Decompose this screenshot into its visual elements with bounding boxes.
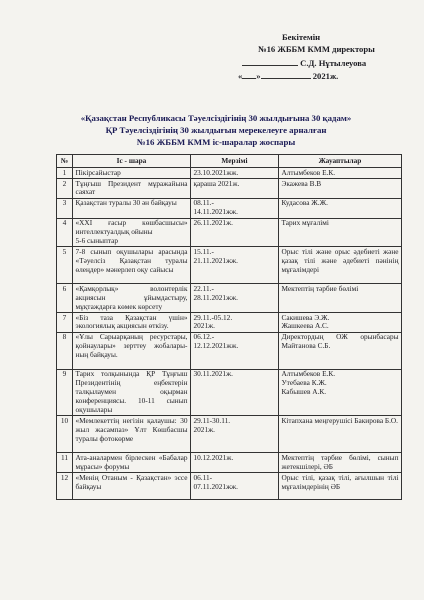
row-responsible-text: Алтымбеков Е.К. Утебаева К.Ж. Кабышев А.К.: [281, 369, 336, 397]
row-number-text: 8: [62, 332, 67, 342]
row-responsible: [279, 247, 402, 284]
row-number: [57, 284, 73, 313]
row-event: [73, 284, 191, 313]
row-event: [73, 473, 191, 500]
row-date-text: 06.11- 07.11.2021жж.: [193, 472, 238, 491]
row-event: [73, 453, 191, 473]
row-number-text: 11: [60, 452, 69, 462]
approval-block: [238, 31, 408, 83]
approval-director-name: С.Д. Нұтылеуова: [300, 57, 367, 68]
row-date-text: 10.12.2021ж.: [193, 452, 234, 462]
row-number-text: 2: [62, 178, 67, 188]
row-event: [73, 179, 191, 199]
row-responsible: [279, 313, 402, 333]
row-date: [191, 168, 279, 179]
row-event: [73, 168, 191, 179]
row-date: [191, 179, 279, 199]
row-event-text: «Мемлекеттің негізін қалаушы: 30 жыл жасампаз» Ұлт Көшбасшы туралы фотокөрме: [75, 415, 188, 443]
row-responsible: [279, 284, 402, 313]
row-responsible: [279, 168, 402, 179]
row-responsible: [279, 332, 402, 369]
table-row: [57, 369, 402, 416]
row-date-text: 15.11.- 21.11.2021жж.: [193, 246, 238, 265]
row-event-text: «Менің Отаным - Қазақстан» эссе байқауы: [75, 472, 188, 491]
row-date-text: 26.11.2021ж.: [193, 218, 233, 228]
title-line-3: №16 ЖББМ КММ іс-шаралар жоспары: [136, 136, 296, 147]
row-date: [191, 218, 279, 247]
row-responsible-text: Мектептің тәрбие бөлімі: [281, 283, 359, 293]
date-day-blank: [242, 69, 256, 79]
row-responsible: [279, 198, 402, 218]
table-header-row: [57, 155, 402, 168]
row-event-text: Қазақстан туралы 30 ән байқауы: [75, 198, 177, 208]
title-line-2: ҚР Тәуелсіздігінің 30 жылдығын мерекелеуге арналған: [105, 124, 327, 135]
row-date-text: 29.11-30.11. 2021ж.: [193, 415, 231, 434]
table-row: [57, 332, 402, 369]
row-responsible: [279, 218, 402, 247]
row-responsible: [279, 369, 402, 416]
row-date: [191, 453, 279, 473]
row-date: [191, 332, 279, 369]
row-number: [57, 198, 73, 218]
row-event: [73, 247, 191, 284]
header-date: Мерзімі: [191, 155, 279, 168]
row-date-text: 29.11.-05.12. 2021ж.: [193, 312, 233, 331]
row-number-text: 9: [62, 369, 67, 379]
row-responsible-text: Экажева В.В: [281, 178, 322, 188]
row-number-text: 10: [60, 415, 69, 425]
row-number: [57, 332, 73, 369]
row-date-text: 23.10.2021жж.: [193, 167, 239, 177]
row-responsible-text: Кудасова Ж.Ж.: [281, 198, 328, 208]
row-number: [57, 473, 73, 500]
row-number: [57, 179, 73, 199]
table-row: [57, 168, 402, 179]
header-number: №: [57, 155, 73, 168]
row-event-text: Ата-аналармен бірлескен «Бабалар мұрасы» форумы: [75, 452, 188, 471]
row-date-text: 08.11.- 14.11.2021жж.: [193, 198, 238, 217]
row-responsible: [279, 473, 402, 500]
row-responsible-text: Директордың ОЖ орынбасары Майтанова С.Б.: [281, 332, 399, 351]
row-date: [191, 416, 279, 453]
row-number: [57, 416, 73, 453]
row-number: [57, 218, 73, 247]
row-date: [191, 313, 279, 333]
header-responsible: Жауаптылар: [279, 155, 402, 168]
row-number-text: 6: [62, 283, 67, 293]
row-event: [73, 369, 191, 416]
header-event: Іс - шара: [73, 155, 191, 168]
row-event-text: «Қамқорлық» волонтерлік акциясын ұйымдастыру, мұқтаждарға көмек көрсету: [75, 283, 188, 311]
document-title: [40, 113, 392, 148]
row-event-text: «Біз таза Қазақстан үшін» экологиялық акциясын өткізу.: [75, 312, 188, 331]
row-responsible-text: Тарих мұғалімі: [281, 218, 329, 228]
row-date: [191, 198, 279, 218]
table-row: [57, 247, 402, 284]
row-number-text: 5: [62, 246, 67, 256]
row-number: [57, 453, 73, 473]
table-row: [57, 218, 402, 247]
approval-heading: Бекітемін: [282, 32, 321, 42]
title-line-1: «Қазақстан Республикасы Тәуелсіздігінің 30 жылдығына 30 қадам»: [80, 113, 352, 123]
table-row: [57, 313, 402, 333]
row-event-text: Тарих толқынында ҚР Тұңғыш Президентінің еңбектерін талқылаумен оқырман конференциясы. 10-11 сынып оқушылары: [75, 369, 188, 414]
row-event-text: Тұңғыш Президент мұражайына саяхат: [75, 178, 188, 197]
row-date: [191, 473, 279, 500]
row-date: [191, 369, 279, 416]
table-row: [57, 198, 402, 218]
row-event-text: «ХХІ ғасыр көшбасшысы» интеллектуалдық ойыны 5-6 сыныптар: [75, 218, 188, 245]
table-row: [57, 473, 402, 500]
table-row: [57, 284, 402, 313]
row-number-text: 1: [62, 167, 67, 177]
table-row: [57, 453, 402, 473]
row-event: [73, 332, 191, 369]
row-responsible-text: Сакишева Э.Ж. Жашкеева А.С.: [281, 312, 330, 331]
row-event-text: 7-8 сынып оқушылары арасында «Тәуелсіз Қазақстан туралы өлеңдер» мәнерлеп оқу сайысы: [75, 246, 188, 274]
row-responsible-text: Орыс тілі және орыс әдебиеті және қазақ тілі және әдебиеті пәнінің мұғалімдері: [281, 246, 399, 274]
events-plan-table: [56, 154, 402, 500]
row-date-text: 30.11.2021ж.: [193, 369, 233, 379]
row-responsible-text: Орыс тілі, қазақ тілі, ағылшын тілі мұғалімдерінің ӘБ: [281, 472, 399, 491]
row-event-text: «Ұлы Сарыарқаның ресурстары, қойнаулары» зерттеу жобалары-ның байқауы.: [75, 332, 188, 360]
row-date-text: қараша 2021ж.: [193, 178, 240, 188]
approval-signature-line: [238, 56, 408, 69]
row-number-text: 12: [60, 472, 69, 482]
row-responsible-text: Кітапхана меңгерушісі Бакирова Б.О.: [281, 415, 399, 425]
row-responsible: [279, 453, 402, 473]
table-row: [57, 416, 402, 453]
signature-blank: [242, 56, 298, 66]
row-event: [73, 198, 191, 218]
row-responsible: [279, 416, 402, 453]
row-number-text: 7: [62, 312, 67, 322]
row-event-text: Пікірсайыстар: [75, 167, 121, 177]
row-date-text: 22.11.- 28.11.2021жж.: [193, 283, 238, 302]
row-number: [57, 313, 73, 333]
date-month-blank: [261, 69, 311, 79]
row-number-text: 4: [62, 218, 67, 228]
row-date: [191, 247, 279, 284]
row-number-text: 3: [62, 198, 67, 208]
approval-year: 2021ж.: [312, 71, 339, 82]
row-number: [57, 369, 73, 416]
row-number: [57, 168, 73, 179]
row-responsible-text: Мектептің тәрбие бөлімі, сынып жетекшілері, ӘБ: [281, 452, 399, 471]
approval-date-line: « » 2021ж.: [238, 71, 339, 82]
row-responsible: [279, 179, 402, 199]
row-date-text: 06.12.- 12.12.2021жж.: [193, 332, 239, 351]
row-responsible-text: Алтымбеков Е.К.: [281, 167, 336, 177]
table-row: [57, 179, 402, 199]
row-event: [73, 416, 191, 453]
approval-director-title: №16 ЖББМ КММ директоры: [258, 44, 375, 55]
row-event: [73, 218, 191, 247]
row-event: [73, 313, 191, 333]
row-date: [191, 284, 279, 313]
row-number: [57, 247, 73, 284]
